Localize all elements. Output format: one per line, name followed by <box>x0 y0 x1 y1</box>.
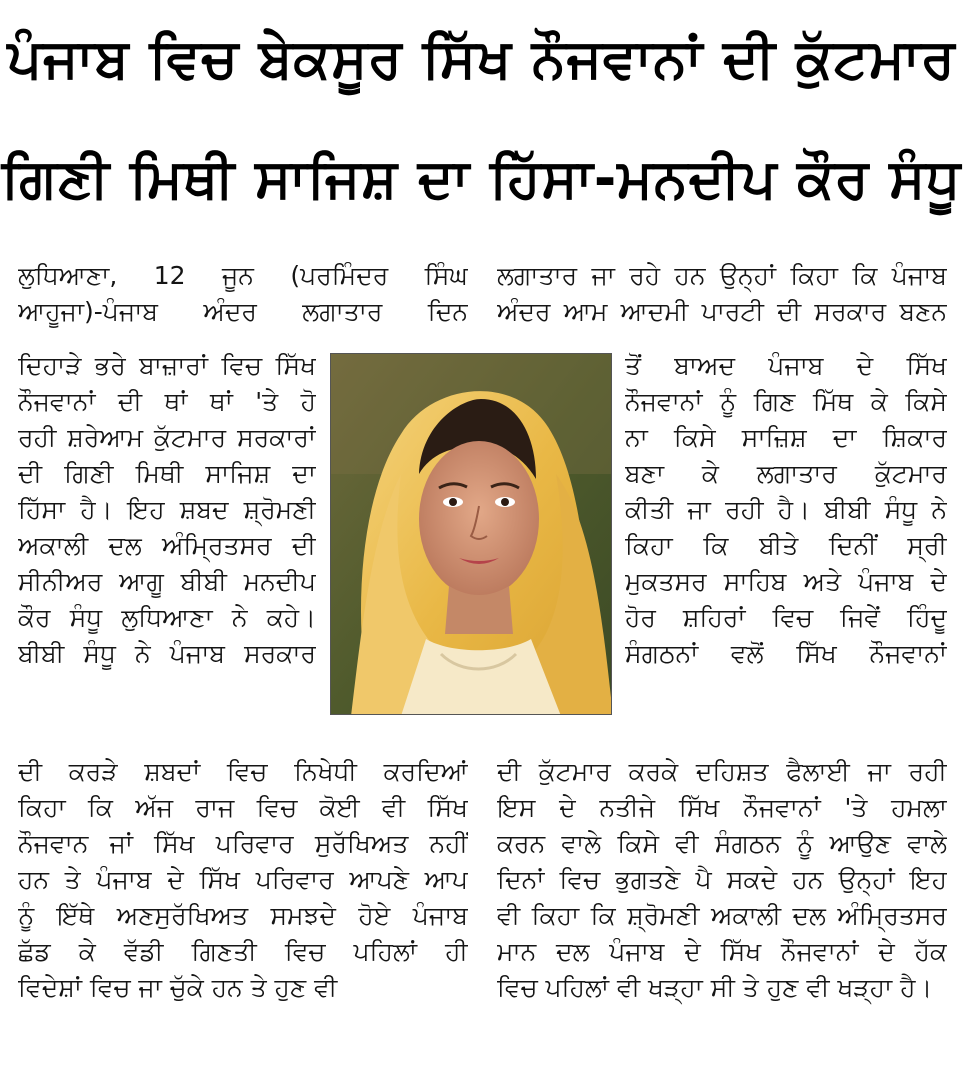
article-left-wide <box>18 754 468 1006</box>
article-line: ਕਰਨ ਵਾਲੇ ਕਿਸੇ ਵੀ ਸੰਗਠਨ ਨੂੰ ਆਉਣ ਵਾਲੇ <box>497 829 947 858</box>
article-line: ਸੀਨੀਅਰ ਆਗੂ ਬੀਬੀ ਮਨਦੀਪ <box>18 567 316 596</box>
article-line: ਆਹੂਜਾ)-ਪੰਜਾਬ ਅੰਦਰ ਲਗਾਤਾਰ ਦਿਨ <box>18 297 468 326</box>
article-line: ਕਿਹਾ ਕਿ ਬੀਤੇ ਦਿਨੀਂ ਸ੍ਰੀ <box>625 531 947 560</box>
article-line: ਅਕਾਲੀ ਦਲ ਅੰਮ੍ਰਿਤਸਰ ਦੀ <box>18 531 316 560</box>
article-left-narrow <box>18 348 316 672</box>
article-line: ਦੀ ਕੁੱਟਮਾਰ ਕਰਕੇ ਦਹਿਸ਼ਤ ਫੈਲਾਈ ਜਾ ਰਹੀ <box>497 757 947 786</box>
article-line: ਨੂੰ ਇੱਥੇ ਅਣਸੁਰੱਖਿਅਤ ਸਮਝਦੇ ਹੋਏ ਪੰਜਾਬ <box>18 901 468 930</box>
article-line: ਅੰਦਰ ਆਮ ਆਦਮੀ ਪਾਰਟੀ ਦੀ ਸਰਕਾਰ ਬਣਨ <box>497 297 947 326</box>
article-line: ਰਹੀ ਸ਼ਰੇਆਮ ਕੁੱਟਮਾਰ ਸਰਕਾਰਾਂ <box>18 423 316 452</box>
article-line: ਕਿਹਾ ਕਿ ਅੱਜ ਰਾਜ ਵਿਚ ਕੋਈ ਵੀ ਸਿੱਖ <box>18 793 468 822</box>
article-line: ਬਣਾ ਕੇ ਲਗਾਤਾਰ ਕੁੱਟਮਾਰ <box>625 459 947 488</box>
article-line: ਮਾਨ ਦਲ ਪੰਜਾਬ ਦੇ ਸਿੱਖ ਨੌਜਵਾਨਾਂ ਦੇ ਹੱਕ <box>497 937 947 966</box>
article-line: ਨੌਜਵਾਨਾਂ ਦੀ ਥਾਂ ਥਾਂ 'ਤੇ ਹੋ <box>18 387 316 416</box>
article-right-top <box>497 258 947 330</box>
article-line: ਨੌਜਵਾਨ ਜਾਂ ਸਿੱਖ ਪਰਿਵਾਰ ਸੁਰੱਖਿਅਤ ਨਹੀਂ <box>18 829 468 858</box>
article-left-top <box>18 258 468 330</box>
article-line: ਕੀਤੀ ਜਾ ਰਹੀ ਹੈ। ਬੀਬੀ ਸੰਧੂ ਨੇ <box>625 495 947 524</box>
article-line: ਲਗਾਤਾਰ ਜਾ ਰਹੇ ਹਨ ਉਨ੍ਹਾਂ ਕਿਹਾ ਕਿ ਪੰਜਾਬ <box>497 261 947 290</box>
headline-line-1: ਪੰਜਾਬ ਵਿਚ ਬੇਕਸੂਰ ਸਿੱਖ ਨੌਜਵਾਨਾਂ ਦੀ ਕੁੱਟਮਾਰ <box>7 27 956 90</box>
article-line: ਬੀਬੀ ਸੰਧੂ ਨੇ ਪੰਜਾਬ ਸਰਕਾਰ <box>18 639 316 668</box>
article-line: ਦਿਹਾੜੇ ਭਰੇ ਬਾਜ਼ਾਰਾਂ ਵਿਚ ਸਿੱਖ <box>18 351 316 380</box>
article-line: ਇਸ ਦੇ ਨਤੀਜੇ ਸਿੱਖ ਨੌਜਵਾਨਾਂ 'ਤੇ ਹਮਲਾ <box>497 793 947 822</box>
article-line: ਹਿੱਸਾ ਹੈ। ਇਹ ਸ਼ਬਦ ਸ਼੍ਰੋਮਣੀ <box>18 495 316 524</box>
article-line: ਦੀ ਕਰੜੇ ਸ਼ਬਦਾਂ ਵਿਚ ਨਿਖੇਧੀ ਕਰਦਿਆਂ <box>18 757 468 786</box>
headline-line-2: ਗਿਣੀ ਮਿਥੀ ਸਾਜਿਸ਼ ਦਾ ਹਿੱਸਾ-ਮਨਦੀਪ ਕੌਰ ਸੰਧੂ <box>1 147 962 210</box>
article-line: ਕੌਰ ਸੰਧੂ ਲੁਧਿਆਣਾ ਨੇ ਕਹੇ। <box>18 603 316 632</box>
article-line: ਲੁਧਿਆਣਾ, 12 ਜੂਨ (ਪਰਮਿੰਦਰ ਸਿੰਘ <box>18 261 468 290</box>
article-line: ਵਿਦੇਸ਼ਾਂ ਵਿਚ ਜਾ ਚੁੱਕੇ ਹਨ ਤੇ ਹੁਣ ਵੀ <box>18 973 338 1002</box>
article-line: ਵਿਚ ਪਹਿਲਾਂ ਵੀ ਖੜ੍ਹਾ ਸੀ ਤੇ ਹੁਣ ਵੀ ਖੜ੍ਹਾ ਹੈ। <box>497 973 933 1002</box>
article-line: ਸੰਗਠਨਾਂ ਵਲੋਂ ਸਿੱਖ ਨੌਜਵਾਨਾਂ <box>625 639 947 668</box>
article-line: ਦੀ ਗਿਣੀ ਮਿਥੀ ਸਾਜਿਸ਼ ਦਾ <box>18 459 316 488</box>
article-line: ਵੀ ਕਿਹਾ ਕਿ ਸ਼੍ਰੋਮਣੀ ਅਕਾਲੀ ਦਲ ਅੰਮ੍ਰਿਤਸਰ <box>497 901 947 930</box>
article-line: ਹੋਰ ਸ਼ਹਿਰਾਂ ਵਿਚ ਜਿਵੇਂ ਹਿੰਦੂ <box>625 603 947 632</box>
article-line: ਦਿਨਾਂ ਵਿਚ ਭੁਗਤਣੇ ਪੈ ਸਕਦੇ ਹਨ ਉਨ੍ਹਾਂ ਇਹ <box>497 865 947 894</box>
article-line: ਛੱਡ ਕੇ ਵੱਡੀ ਗਿਣਤੀ ਵਿਚ ਪਹਿਲਾਂ ਹੀ <box>18 937 468 966</box>
portrait-illustration <box>331 354 612 715</box>
article-line: ਹਨ ਤੇ ਪੰਜਾਬ ਦੇ ਸਿੱਖ ਪਰਿਵਾਰ ਆਪਣੇ ਆਪ <box>18 865 468 894</box>
portrait-photo <box>330 353 612 715</box>
article-line: ਮੁਕਤਸਰ ਸਾਹਿਬ ਅਤੇ ਪੰਜਾਬ ਦੇ <box>625 567 947 596</box>
article-right-wide <box>497 754 947 1006</box>
article-line: ਨਾ ਕਿਸੇ ਸਾਜ਼ਿਸ਼ ਦਾ ਸ਼ਿਕਾਰ <box>625 423 947 452</box>
article-line: ਨੌਜਵਾਨਾਂ ਨੂੰ ਗਿਣ ਮਿੱਥ ਕੇ ਕਿਸੇ <box>625 387 947 416</box>
article-right-narrow <box>625 348 947 672</box>
article-line: ਤੋਂ ਬਾਅਦ ਪੰਜਾਬ ਦੇ ਸਿੱਖ <box>625 351 947 380</box>
